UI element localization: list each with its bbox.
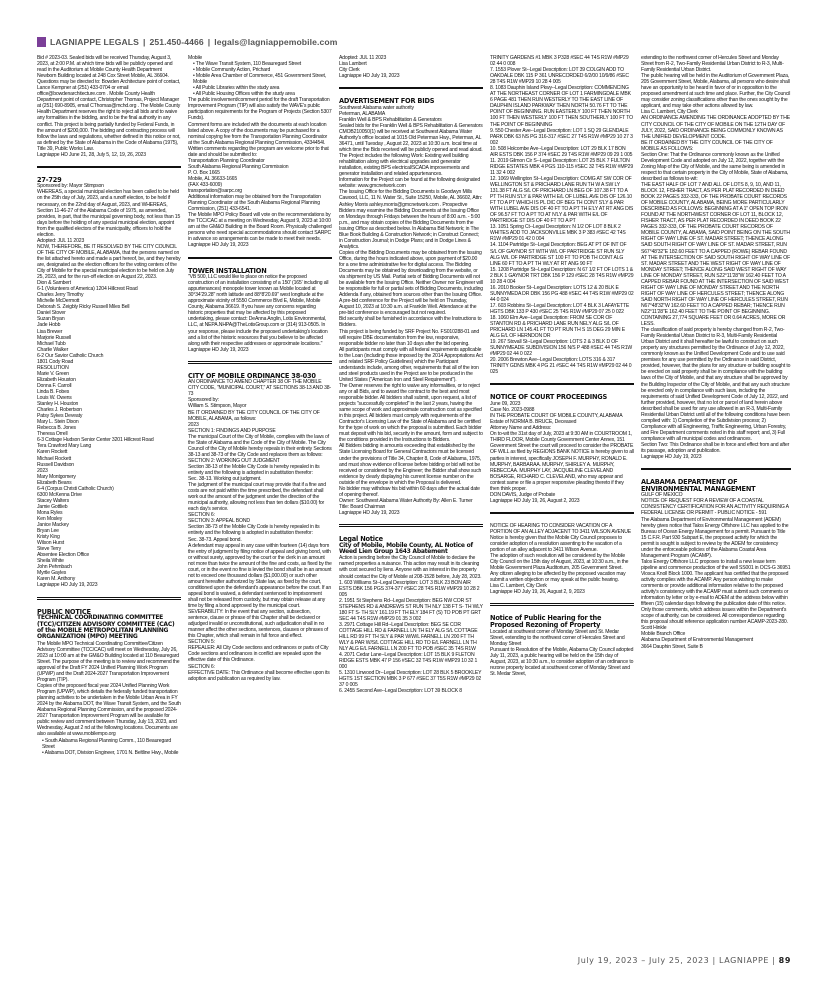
notice-subtitle: TECHNICAL COORDINATING COMMITTEE (TCC)/CITIZEN ADVISORY COMMITTEE (CAC) of the MOBILE METROPOLITAN PLANNING ORGANIZATION (MPO) MEETING <box>37 614 175 641</box>
notice-paragraph: Comment forms are included with the documents at each location listed above. A copy of the documents may be purchased for a nominal copying fee from the Transportation Planning Coordinator at the South Alabama Regional Planning Commission, 4334454l. Written comments regarding the program are welcome prior to that date and should be submitted to: <box>188 121 329 158</box>
notice-title: Notice of Public Hearing for the Proposed Rezoning of Property <box>490 614 602 630</box>
notice-paragraph: TRINITY GARDENS #1 MBK 3 P328 #SEC 44 T4S R1W #MP29 02 44 0 008 <box>490 55 629 68</box>
notice-paragraph: Bid security shall be furnished in accordance with the Instructions to Bidders. <box>339 316 482 329</box>
legal-notice <box>339 536 483 694</box>
notice-paragraph: 2023 <box>37 467 48 474</box>
notice-paragraph: Any citizen alleging to be affected by the proposed vacation may submit a written objection or may speak at the public hearing. <box>490 571 626 584</box>
notice-paragraph: Russell Davidson <box>37 461 74 468</box>
publication-name: LAGNIAPPE <box>718 956 770 965</box>
notice-paragraph: Mobile Branch Office <box>641 631 686 638</box>
legal-notice <box>37 177 181 589</box>
notice-paragraph: Marie V. Green <box>37 370 69 377</box>
notice-paragraph: EFFECTIVE DATE: This Ordinance shall become effective upon its adoption and publication as required by law. <box>188 669 330 682</box>
notice-paragraph: Scott Hinkle <box>641 625 667 632</box>
notice-paragraph: Tera Crawford Mary Lang <box>37 443 92 450</box>
notice-paragraph: Bryan Lee <box>37 528 59 535</box>
notice-paragraph: Jade Hobb <box>37 322 61 329</box>
notice-paragraph: Sponsored by: <box>188 397 219 404</box>
page-footer <box>578 956 791 965</box>
notice-paragraph: Stacey Walters <box>37 497 69 504</box>
notice-paragraph: Sponsored by: Mayor Stimpson <box>37 183 104 190</box>
notice-paragraph: Michael Rockett <box>37 455 71 462</box>
notice-paragraph: Peterman, ALABAMA <box>339 110 386 117</box>
notice-title: Legal Notice <box>339 534 383 543</box>
notice-paragraph: 2023 <box>188 421 199 428</box>
notice-paragraph: 7. 1553 Plover St--Legal Description: LOT 39 COLGIN ADD TO OAKDALE DBK 115 P 361 UNRECORDED 6/2/00 10/9/86 #SEC 28 T4S R1W #MP29 10 28 4 005 <box>490 67 629 86</box>
notice-paragraph: Action is pending before the City Council of Mobile to declare the named properties a nuisance. This action may result in its cleaning with cost secured by liens. Anyone with an interest in the property should contact the City of Mobile at 208-1528 before, July 28, 2023. <box>339 555 482 580</box>
notice-paragraph: Stanley H. Houston <box>37 401 79 408</box>
notice-paragraph: Sheila White <box>37 558 64 565</box>
legal-notice-columns <box>37 55 792 948</box>
legal-notice <box>188 268 332 353</box>
notice-paragraph: • Mobile Community Action, Prichard <box>193 67 271 74</box>
notice-paragraph: This project is being funded by SRF Project No. FS010288-01 and will require DBE documentation from the low, responsive, responsible bidder no later than 10 days after the bid opening. <box>339 328 480 347</box>
legal-notice <box>490 615 634 677</box>
notice-paragraph: All participants must comply with all federal requirements applicable to the Loan (including those imposed by the 2014 Appropriations Act and related SRF Policy Guidelines) which the Participant understands include, among other, requirements that all of the iron and steel products used in the Project are to be produced in the United States ("American Iron and Steel Requirement"). <box>339 346 483 383</box>
notice-paragraph: 3664 Dauphin Street, Suite B <box>641 643 703 650</box>
notice-title: CITY OF MOBILE ORDINANCE 38-030 <box>188 371 316 380</box>
notice-paragraph: South Alabama Regional Planning Commission <box>188 163 289 170</box>
notice-paragraph: Lisa C. Lambert, City Clerk <box>490 583 547 590</box>
notice-paragraph: Karen M. Anthony <box>37 576 76 583</box>
notice-paragraph: Wilson Hurst <box>37 540 65 547</box>
notice-paragraph: 12. 1069 Wellington St--Legal Description: COMG AT SW COR OF WELLINGTON ST & PRICHARD LANE RUN TH W A SW LY 131.38 FT ALG S/L OF PRICHARD LN BEG OF 107.38 FT TO A PT TH RUN S'LY & PAR WITH E/L OF LUBEL AVE DIS OF 126.10 FT TO A PT WHICH IS PL DIC OF BEG TH CONT S'LY & PAR WITH LUBEL AVE DIS OF 40 FT TO A PT TH E'LY AT RT ANG DIS OF 96.57 FT TO A PT TO AT N'LY & PAR WITH E/L OF PARTRIDGE ST DIS OF 40 FT TO A PT <box>490 175 634 225</box>
notice-paragraph: Mary Montgomery <box>37 473 76 480</box>
notice-paragraph: SECTION 2: WORKING OUT JUDGMENT <box>188 457 280 464</box>
notice-paragraph: Lagniappe HD July 19, 26, August 2, 9, 2023 <box>490 589 585 596</box>
notice-paragraph: The public involvement/comment period for the draft Transportation Improvement Program (TIP) will also satisfy the WAVE's public participation requirements for the Program of Projects (Section 5307 Funds). <box>188 97 332 122</box>
notice-paragraph: 5. 1310 Linwood Dr--Legal Description: LOT 28 BLK 5 BROOKLEY HGTS 1ST SECTION MBK 3 P 677 #SEC 37 T5S R1W #MP29 02 37 0 005 <box>339 670 482 689</box>
notice-paragraph: Title: Board Chairman <box>339 503 386 510</box>
notice-paragraph: William S. Stimpson, Mayor <box>188 403 247 410</box>
column-5 <box>641 55 791 948</box>
notice-paragraph: BE IT ORDAINED BY THE CITY COUNCIL OF THE CITY OF MOBILE, ALABAMA, as follows: <box>188 409 320 422</box>
notice-paragraph: IN THE PROBATE COURT OF MOBILE COUNTY, ALABAMA <box>490 413 623 420</box>
notice-paragraph: On to-wit the 31st day of July, 2023 at 9:30 AM in COURTROOM 1, THIRD FLOOR, Mobile County Government Center Annex, 151 Government Street the court will proceed to consider the PROBATE OF WILL as filed by REGIONS BANK NOTICE is hereby given to all parties in interest, specifically JOSEPH F. MURPHY, RONALD E. MURPHY, BARBARAA. MURPHY, SHIRLEY A. MURPHY, REBECCAA. MURPHY LAY, JACQUELINE CLEVELAND BOSARGE, RICHARD C. CLEVELAND, who may appear and contest same or file a proper responsive pleading thereto if they then think proper. <box>490 431 634 492</box>
notice-paragraph: 6-2 Our Savior Catholic Church <box>37 352 104 359</box>
notice-paragraph: 6. 2455 Second Ave--Legal Description: LOT 39 BLOCK 8 <box>339 688 462 695</box>
column-2 <box>188 55 332 948</box>
notice-paragraph: Sec. 38-13. Working out judgment. <box>188 476 262 483</box>
notice-paragraph: Section 38-73 of the Mobile City Code is hereby repealed in its entirety and the following is adopted in substitution therefor: <box>188 524 320 537</box>
notice-paragraph: WHEREAS, a special municipal election has been called to be held on the 25th day of July, 2023, and a runoff election, to be held if necessary, on the 22nd day of August, 2023, and WHEREAS, Section 11-46-27 of the Alabama Code of 1975, as amended, provides, in part, that the municipal governing body, not less than 15 days before the holding of any special municipal election, appoint from the qualified electors of the municipality, officers to hold the election. <box>37 189 181 238</box>
notice-paragraph: RESOLUTION <box>37 364 69 371</box>
notice-divider <box>490 383 634 385</box>
notice-paragraph: 6300 McKenna Drive <box>37 491 82 498</box>
notice-paragraph: Lagniappe HD July 19, 2023 <box>188 242 249 249</box>
column-1 <box>37 55 181 948</box>
notice-paragraph: Adopted: JUL 11 2023 <box>37 237 85 244</box>
legal-notice <box>37 55 181 158</box>
notice-paragraph: Deborah S. Zeigbly Ricky Russell Miles Bell <box>37 304 130 311</box>
notice-paragraph: • The Wave Transit System, 110 Beauregard Street <box>193 61 302 68</box>
notice-paragraph: Charles Jerry Timothy <box>37 292 84 299</box>
notice-paragraph: Alabama Department of Environmental Management <box>641 637 754 644</box>
notice-paragraph: Donna F. Carroll <box>37 382 72 389</box>
notice-paragraph: 3. 2971 Cottage Hill Rd--Legal Description: BEG SE COR COTTAGE HILL RD & FARNELL LN TH ELY ALG S/L COTTAGE HILL RD 99 FT TH SLY & PAR W/W/L FARNELL LN 200 FT TH WLY & PAR W/S/L COTTAGE HILL RD TO E/L FARNELL LN TH NLY ALG E/L FARNELL LN 200 FT TO POB #SEC 35 T4S R1W <box>339 621 478 653</box>
notice-paragraph: 6-1 (Volunteers of America) 1204 Hillcrest Road <box>37 286 138 293</box>
notice-paragraph: John Pehmbach <box>37 564 72 571</box>
notice-paragraph: Myrtle Gayles <box>37 570 67 577</box>
notice-paragraph: SEVERABILITY: In the event that any section, subsection, sentence, clause or phrase of this Chapter shall be declared or adjudged invalid or unconstitutional, such adjudication shall in no manner affect the other sections, sentences, clauses or phrases of this Chapter, which shall remain in full force and effect. <box>188 609 329 640</box>
notice-title: 27-729 <box>37 175 62 184</box>
legal-notice <box>188 55 332 249</box>
notice-paragraph: "VB 500, LLC would like to place on notice the proposed construction of an installation consisting of a 150' (165' including all appurtenances) monopole tower known as Mobile located at 30°34'29.28" north latitude and 88°8'20.69" west longitude at the approximate vicinity of 5550 Commerce Blvd E, Mobile, Mobile County, Alabama 36619. If you have any concerns regarding historic properties that may be affected by this proposed undertaking, please contact: DeAnna Anglin, Lotis Environmental, LLC, at NEPA.NHPA@TheLotisGroup.com or (314) 913-0505. In your response, please include the proposed undertaking's location and a list of the historic resources that you believe to be affected along with their respective addresses or approximate locations." <box>188 274 329 347</box>
notice-paragraph: 13. 1051 Spring Ct--Legal Description: N 1/2 OF LOT 8 BLK 2 WHITES ADD TO JACKSONVILLE MBK 3 P 383 #SEC 42 T4S R1W #MP29 01 42 0 004 <box>490 224 626 243</box>
notice-paragraph: The classification of said property is hereby changed from R-2, Two-Family Residential Urban District to R-3, Multi-Family Residential Urban District and it shall hereafter be lawful to construct on such property any structures permitted by the Ordinance of July 12, 2022, commonly known as the Unified Development Code and to use said premises for any use permitted by the Ordinance in said District, provided, however, that the plans for any structure or building sought to be erected on said property shall be in compliance with the building laws of the City of Mobile, and that any structure shall be approved by the Building Inspector of the City of Mobile, and that any such structure be erected only in compliance with such laws, including the requirements of said Unified Development Code of July 12, 2022, and further provided, however, that no lot or parcel of land herein above described shall be used for any use allowed in an R-3, Multi-Family Residential Urban District until all of the following conditions have been complied with: 1) Completion of the Subdivision process; 2) Compliance with all Engineering, Traffic Engineering, Urban Forestry, and Fire Department comments noted in this staff report; and, 3) Full compliance with all municipal codes and ordinances. <box>641 327 791 442</box>
notice-paragraph: Southwest Alabama water authority <box>339 104 414 111</box>
notice-paragraph: THE EAST HALF OF LOT 7 AND ALL OF LOTS 8, 9, 10, AND 11, BLOCK 12, FISHER TRACT, AS PER PLAT RECORDED IN DEED BOOK 22 PAGES 332-333, OF THE PROBATE COURT RECORDS OF MOBILE COUNTY, ALABAMA, BEING MORE PARTICULARLY DESCRIBED AS FOLLOWS: BEGINNING AT A 1" OPEN TOP IRON FOUND AT THE NORTHWEST CORNER OF LOT 11, BLOCK 12, FISHER TRACT, AS PER PLAT RECORDED IN DEED BOOK 22 PAGES 332-333, OF THE PROBATE COURT RECORDS OF MOBILE COUNTY, ALABAMA, SAID POINT BEING ON THE SOUTH RIGHT OF WAY LINE OF ST. MADAR STREET; THENCE ALONG SAID SOUTH RIGHT OF WAY LINE OF ST. MADAR STREET, RUN S67°48'32"E 182.60 FEET TO A CAPPED (ROWE) REBAR FOUND AT THE INTERSECTION OF SAID SOUTH RIGHT OF WAY LINE OF ST. MADAR STREET AND THE WEST RIGHT OF WAY LINE OF MONDAY STREET; THENCE ALONG SAID WEST RIGHT OF WAY LINE OF MONDAY STREET, RUN S22°11'28"W 162.40 FEET TO A CAPPED REBAR FOUND AT THE INTERSECTION OF SAID WEST RIGHT OF WAY LINE OF MONDAY STREET AND THE NORTH RIGHT OF WAY LINE OF HERCULES STREET; THENCE ALONG SAID NORTH RIGHT OF WAY LINE OF HERCULES STREET, RUN N67°48'32"W 162.60 FEET TO A CAPPED REBAR; THENCE RUN N22°11'28"E 162.40 FEET TO THE POINT OF BEGINNING. CONTAINING 27,774 SQUARE FEET OR 0.64 ACRES, MORE OR LESS. <box>641 181 791 328</box>
notice-paragraph: GULF OF MEXICO <box>641 492 683 499</box>
notice-paragraph: AN ORDINANCE AMENDING THE ORDINANCE ADOPTED BY THE CITY COUNCIL OF THE CITY OF MOBILE ON THE 12TH DAY OF JULY, 2022, SAID ORDINANCE BEING COMMONLY KNOWN AS THE UNIFIED DEVELOPMENT CODE. <box>641 115 791 140</box>
notice-paragraph: Elizabeth Beans <box>37 479 72 486</box>
notice-paragraph: SECTION 5: <box>188 639 215 646</box>
header-email[interactable]: legals@lagniappemobile.com <box>214 37 338 47</box>
notice-title: ADVERTISEMENT FOR BIDS <box>339 97 435 106</box>
notice-paragraph: BE IT ORDAINED BY THE CITY COUNCIL OF THE CITY OF MOBILE AS FOLLOWS: <box>641 139 773 152</box>
notice-divider <box>490 512 634 514</box>
brand-square-icon <box>37 37 46 47</box>
notice-paragraph: Karen Rockett <box>37 449 68 456</box>
notice-paragraph: Pursuant to Resolution of the Mobile, Alabama City Council adopted July 11, 2023, a public hearing will be held on the 15th day of August, 2023, at 10:30 a.m., to consider adoption of an ordinance to rezone property located at southwest corner of Monday Street and St. Medar Street, <box>490 646 634 677</box>
notice-paragraph: 4. 2071 Cedar Lane--Legal Description: LOT 15 BLK 9 FLETON RIDGE ESTS MBK 47 P 156 #SEC 32 T4S R1W #MP29 10 32 1 000 <box>339 652 478 671</box>
notice-divider <box>188 257 332 259</box>
notice-paragraph: The Issuing Office for the Bidding Documents is Goodwyn Mills Cawood, LLC, 11 N. Water St., Suite 15250, Mobile, AL 36602, Attn: Ashley Morris ashley.morris@gmcnetwork.com . Prospective Bidders may examine the Bidding Documents at the Issuing Office on Mondays through Fridays between the hours of 8:00 a.m. - 5:00 p.m., and may obtain copies of the Bidding Documents from the Issuing Office as described below. In Alabama Bid Network; in The Blue Book Building & Construction Network; in Construct Connect; in Construction Journal; in Dodge Plans; and in Dodge Lines & Analytics. <box>339 189 483 250</box>
notice-paragraph: Section Two: This Ordinance shall be in force and effect from and after its passage, adoption and publication. <box>641 442 790 455</box>
notice-paragraph: transportation@sarpc.org <box>188 188 242 195</box>
notice-paragraph: The municipal Court of the City of Mobile, complies with the laws of the State of Alabama and the Code of the City of Mobile. The City Council of the City of Mobile hereby repeals in their entirety Sections 38-13 and 38-73 of the City Code and replaces them as follows: <box>188 433 332 458</box>
notice-paragraph: Absentee Election Office <box>37 552 90 559</box>
notice-title: ALABAMA DEPARTMENT OF ENVIRONMENTAL MANAGEMENT <box>641 478 756 493</box>
notice-paragraph: 6-3 Cottage Hudson Senior Center 3201 Hillcrest Road <box>37 437 154 444</box>
notice-paragraph: 16. 2010 Booker St--Legal Description: LOTS 12 & 20 BLK E SUNNYMEDA DR DBK 156 PG 488 #SEC 44 T4S R1W #MP29 02 44 0 024 <box>490 284 634 303</box>
notice-paragraph: 2. 1951 St Stephens Rd--Legal Description: BEG NW COR ST STEPHENS RD & ANDREWS ST RUN TH NLY 138 FT S- TH WLY 180 FT S- TH SLY 161.19 FT TH ELY 184 FT (S) TO POB PT GRT SEC 44 T4S R1W #MP29 01 35 3 002 <box>339 597 483 622</box>
notice-paragraph: Louis W. Owens <box>37 395 72 402</box>
legal-notice <box>490 55 634 375</box>
notice-paragraph: 15. 1208 Partridge St--Legal Description: N 67 1/2 FT OF LOTS 1 & 2 BLK 1 GAYNOR TRT DBK 156 P 129 #SEC 28 T4S R1W #MP29 10 28 4 004 <box>490 266 634 285</box>
notice-paragraph: Information for the Project can be found at the following designated website: www.gmcnetwork.com <box>339 177 481 190</box>
notice-paragraph: (FAX 433-6009) <box>188 181 222 188</box>
notice-paragraph: SECTION 6: <box>188 663 215 670</box>
page-number: 89 <box>778 956 791 965</box>
notice-paragraph: Charles J. Robertson <box>37 407 82 414</box>
notice-paragraph: Lisa Lambert <box>339 61 367 68</box>
notice-paragraph: • All Public Housing Offices within the study area <box>193 91 295 98</box>
notice-paragraph: Mary L. Stein Dixon <box>37 419 79 426</box>
notice-paragraph: Owner: Southwest Alabama Water Authority By: Allen E. Turner <box>339 497 473 504</box>
notice-paragraph: Sealed bids for the Franklin Well & BPS Rehabilitation & Generators CMOB210050(1) will be received at Southwest Alabama Water Authority's office located at 1015 Old Peterman Hwy., Peterman, AL 36471, until Tuesday , August 22, 2023 at 10:30 a.m. local time at which time the Bids received will be publicly opened and read aloud. The Project includes the following Work: Existing well building rehabilitation along with electrical upgrades and generator installation, existing BPS electrical/SCADA improvements and generator installation and related appurtenances. <box>339 122 483 178</box>
legal-notice <box>339 55 483 79</box>
section-header <box>37 36 337 48</box>
notice-paragraph: Ken Mosley <box>37 515 63 522</box>
notice-paragraph: Additional information may be obtained from the Transportation Planning Coordinator at the South Alabama Regional Planning Commission, (251) 433-6541. <box>188 194 321 213</box>
notice-divider <box>339 524 483 527</box>
notice-paragraph: Attorney Name and Address: <box>490 425 552 432</box>
header-title: LAGNIAPPE LEGALS <box>50 37 139 47</box>
notice-paragraph: Section 38-13 of the Mobile City Code is hereby repealed in its entirety and the following is adopted in substitution therefor: <box>188 463 320 476</box>
notice-paragraph: Talos Energy Offshore LLC proposes to install a new lease term pipeline and commence production of the well SS001 in OCS-G 36951 Viosca Knoll Block 1000. The applicant has certified that the proposed activity complies with the ACAMP. Any person wishing to make comments or provide additional information relative to the proposed activity's consistency with the ACAMP must submit such comments or information by letter or by e-mail to ADEM at the address below within fifteen (15) calendar days following the publication date of this notice. Only those comments, which address issues within the Department's scope of authority, can be considered. All correspondence regarding this proposal should reference application number ACAMP-2023-280. <box>641 558 791 626</box>
notice-paragraph: Linda B. Fobes <box>37 388 70 395</box>
notice-paragraph: The public hearing will be held in the Auditorium of Government Plaza, 205 Government Street, Mobile, Alabama, all persons who desire shall have an opportunity to be heard in favor of or in opposition to the proposed amendment at such time and place. Further, the City Council may consider zoning classifications other than the ones sought by the applicant, and may take other actions allowed by law. <box>641 73 791 110</box>
issue-dates: July 19, 2023 – July 25, 2023 <box>577 956 710 965</box>
notice-paragraph: Mona Ryles <box>37 509 63 516</box>
notice-title: TOWER INSTALLATION <box>188 266 267 275</box>
notice-paragraph: NOW, THEREFORE, BE IT RESOLVED BY THE CITY COUNCIL OF THE CITY OF MOBILE, ALABAMA, that the persons named on the list attached hereto and made a part hereof, be, and they hereby are, designated as the election officers for the voting centers of the City of Mobile for the special municipal election to be held on July 25, 2023, and for the run-off election on August 22, 2023. <box>37 243 181 281</box>
notice-paragraph: Kristy King <box>37 534 60 541</box>
notice-divider <box>490 603 634 606</box>
notice-paragraph: June 09, 2023 <box>490 401 521 408</box>
column-3 <box>339 55 483 948</box>
notice-paragraph: Lisa C. Lambert, City Clerk <box>641 109 698 116</box>
notice-paragraph: AN ORDINANCE TO AMEND CHAPTER 38 OF THE MOBILE CITY CODE, "MUNICIPAL COURT," AT SECTIONS 38-13 AND 38-73 <box>188 379 332 398</box>
notice-paragraph: 17. 603 Robbins St--Legal Description: LOT 4 BLK 3 LAFAYETTE HGTS DBK 133 P 430 #SEC 25 T4S R1W #MP29 07 25 0 022 <box>490 302 630 315</box>
footer-separator: | <box>772 956 776 965</box>
notice-paragraph: 9. 550 Chester Ave--Legal Description: LOT 1 SQ 29 GLENDALE PARK DBK 63 NS PG 316-317 #SEC 27 T4S R1W #MP29 10 27 3 002 <box>490 127 633 146</box>
notice-paragraph: • South Alabama Regional Planning Comm., 110 Beauregard Street <box>42 737 172 750</box>
notice-paragraph: • Alabama DOT, Division Engineer, 1701 N. Beltline Hwy., Mobile <box>42 749 179 756</box>
notice-paragraph: Notice is hereby given that the Mobile City Council proposes to consider adoption of a resolution assenting to the vacation of a portion of an alley adjacent to 3411 Wilson Avenue. <box>490 534 623 554</box>
notice-paragraph: Rebecca B. Jones <box>37 425 76 432</box>
notice-paragraph: Copies of the Bidding Documents may be obtained from the Issuing Office, during the hours indicated above, upon payment of $20.00 for a one time administrative fee for digital access. The Bidding Documents may be obtained by downloading from the website, or via shipment by US Mail. Partial sets of Bidding Documents will not be available from the Issuing Office. Neither Owner nor Engineer will be responsible for full or partial sets of Bidding Documents, including Addenda if any, obtained from sources other than the Issuing Office. <box>339 249 483 299</box>
notice-paragraph: Bid # 2023-03. Sealed bids will be received Thursday, August 3, 2023, at 2:00 P.M. at which time bids will be publicly opened and read in the Auditorium at Mobile County Health Department Newborn Building located at 248 Cox Street Mobile, AL 36604. <box>37 55 173 80</box>
notice-paragraph: Questions may be directed to: Bowden Architecture point of contact, Lance Kempner at (251) 433-0704 or email office@bowdenarchitecture.com . Mobile County Health Department point of contact, Christopher Thomas, Project Manager at (251) 690-8905, email CThomas@mchd.org . The Mobile County Health Department reserves the right to reject all bids and to waive any formalities in the bidding, and to be the final authority in any conflict. This project is being partially funded by Federal Funds, in the amount of $200,000. The bidding and contracting process will follow the laws and regulations, whether defined in this notice or not, as defined by the State of Alabama in the Code of Alabama (1975), Title 39, Public Works Law. <box>37 79 181 152</box>
notice-paragraph: Transportation Planning Coordinator <box>188 157 265 164</box>
notice-paragraph: The Owner reserves the right to waive any informalities, or to reject any or all Bids, and to award the contract to the best and most responsible bidder. All bidders shall submit, upon request, a list of projects "successfully completed" in the last 2 years, having the same scope of work and approximate construction cost as specified in this project. All bidders must comply with requirements of the Contractor's Licensing Law of the State of Alabama and be certified for the type of work on which the proposal is submitted. Each bidder must deposit with his bid, security in the amount, form and subject to the conditions provided in the Instructions to Bidders. <box>339 382 483 444</box>
notice-paragraph: Estate of NORMA B. BRUCE, Deceased <box>490 419 577 426</box>
notice-paragraph: The Mobile MPO Technical Coordinating Committee/Citizen Advisory Committee (TCC/CAC) will meet on Wednesday, July 26, 2023 at 10:00 am at the GM&O Building located at 110 Beauregard Street. The purpose of the meeting is to review and recommend the approval of the Draft FY 2024 Unified Planning Work Program (UPWP) and the Draft 2024-2027 Transportation Improvement Program (TIP). <box>37 640 180 684</box>
notice-paragraph: Janice Mackey <box>37 522 69 529</box>
notice-paragraph: Lagniappe HD June 21, 28, July 5, 12, 19, 26, 2023 <box>37 151 146 158</box>
notice-paragraph: Adopted: JUL 11 2023 <box>339 55 387 61</box>
notice-paragraph: Section One: That the Ordinance commonly known as the Unified Development Code and adopted on July 12, 2022, together with the Zoning Map of the City of Mobile, and the same being is amended in respect to that certain property in the City of Mobile, State of Alabama, described as follows to-wit: <box>641 151 789 182</box>
notice-paragraph: Michelle McDermott <box>37 298 80 305</box>
notice-paragraph: Jamie Gottlieb <box>37 503 68 510</box>
notice-paragraph: Theresa Orrell <box>37 431 68 438</box>
notice-title: PUBLIC NOTICE <box>37 607 91 616</box>
notice-paragraph: Elizabeth Houston <box>37 376 76 383</box>
legal-notice <box>641 479 791 649</box>
notice-paragraph: Lagniappe HD July 19, 2023 <box>188 346 249 353</box>
notice-paragraph: No bidder may withdraw his bid within 60 days after the actual date of opening thereof. <box>339 485 480 498</box>
notice-paragraph: A defendant may appeal in any case within fourteen (14) days from the entry of judgment by filing notice of appeal and giving bond, with or without surety, approved by the court or the clerk in an amount not more than twice the amount of the fine and costs, as fixed by the court, or in the event no fine is levied the bond shall be in an amount not to exceed one thousand dollars ($1,000.00) or such other amount hereafter authorized by State law, as fixed by the court, conditioned upon the defendant's appearance before the court. If an appeal bond is waived, a defendant sentenced to imprisonment shall not be released from custody, but may obtain release at any time by filing a bond approved by the municipal court. <box>188 542 332 610</box>
notice-paragraph: Marjorie Russell <box>37 334 72 341</box>
legal-notice <box>490 394 634 503</box>
legal-notice <box>641 55 791 460</box>
notice-subtitle: City of Mobile, Mobile County, AL Notice of Weed Lien Group 1643 Abatement <box>339 541 473 555</box>
notice-paragraph: Lagniappe HD July 19, 2023 <box>37 582 98 589</box>
notice-paragraph: 18. 1060 Elm Ave--Legal Description: FROM SE COR OF STANTON RD & PRICHARD LANE RUN NELY ALG S/L OF PRICHARD LN 145.41 FT TO PT RUN TH S 15 DEG 29 MIN E ALG E/L OF HERNDON DR <box>490 315 625 340</box>
notice-paragraph: NOTICE OF REQUEST FOR A REVIEW OF A COASTAL CONSISTENCY CERTIFICATION FOR AN ACTIVITY REQUIRING A FEDERAL LICENSE OR PERMIT - PUBLIC NOTICE - 591 <box>641 498 789 517</box>
notice-paragraph: A pre-bid conference for the Project will be held on Thursday, August 10, 2023 at 10:30 a.m. at Franklin Well. Attendance at the pre-bid conference is encouraged but not required. <box>339 298 477 317</box>
notice-divider <box>339 87 483 89</box>
notice-paragraph: Mobile <box>188 55 203 61</box>
notice-paragraph: DON DAVIS, Judge of Probate <box>490 491 556 498</box>
notice-paragraph: The adoption of such resolution will be considered by the Mobile City Council on the 15th day of August, 2023, at 10:30 a.m., in the Mobile Government Plaza Auditorium, 205 Government Street. <box>490 553 629 572</box>
notice-paragraph: 1801 Cody Road <box>37 358 74 365</box>
notice-paragraph: SECTION 1: FINDINGS AND PURPOSE <box>188 427 276 434</box>
notice-paragraph: • Mobile Area Chamber of Commerce, 451 Government Street, Mobile <box>193 73 327 86</box>
notice-paragraph: Suzan Bryan <box>37 316 65 323</box>
notice-paragraph: Daniel Stover <box>37 310 66 317</box>
notice-paragraph: Copies of the proposed fiscal year 2024 Unified Planning Work Program (UPWP), which details the federally funded transportation planning activities to be undertaken in the Mobile Urban Area in FY 2024 by the Alabama DOT, the Wave Transit System, and the South Alabama Regional Planning Commission, and the proposed 2024-2027 Transportation Improvement Program will be available for public review and comment between Thursday, July 13, 2023, and Wednesday, August 2 nd at the following locations. Documents are also available at www.mobilempo.org <box>37 683 181 738</box>
notice-paragraph: extending to the northwest corner of Hercules Street and Monday Street from R-2, Two-Family Residential Urban District to R-3, Multi-Family Residential Urban District. <box>641 55 784 74</box>
notice-divider <box>188 361 332 364</box>
notice-paragraph: Lagniappe HD July 19, 2023 <box>339 509 400 516</box>
footer-separator: | <box>712 956 716 965</box>
notice-paragraph: Charlie Walker <box>37 346 69 353</box>
notice-paragraph: REPEALER: All City Code sections and ordinances or parts of City Code sections and ordinances in conflict are repealed upon the effective date of this Ordinance. <box>188 645 329 664</box>
legal-notice <box>339 98 483 516</box>
notice-paragraph: • All Public Libraries within the study area <box>193 85 280 92</box>
notice-paragraph: Lagniappe HD July 19, 2023 <box>641 454 702 461</box>
notice-title: NOTICE OF COURT PROCEEDINGS <box>490 393 608 402</box>
notice-paragraph: 10. 508 Holcombe Ave--Legal Description: LOT 29 BLK 17 BON AIR ESTS DBK 156 P 374 #SEC 29 T4S R1W #MP29 09 29 1 005 <box>490 145 633 158</box>
notice-paragraph: 19. 267 Stovall St--Legal Description: LOTS 2 & 3 BLK D OF SUNNYMEADE SUBDIVISION 156 N/S P 488 #SEC 44 T4S R1W #MP29 02 44 0 022 <box>490 339 633 358</box>
header-phone: 251.450-4466 <box>149 37 204 47</box>
notice-paragraph: Patsy Sykes Deveaty <box>37 413 83 420</box>
legal-notice <box>188 373 332 682</box>
notice-paragraph: Dion & Sambert <box>37 280 71 287</box>
notice-paragraph: Lagniappe HD July 19, 2023 <box>339 73 400 80</box>
notice-paragraph: City Clerk <box>339 67 360 74</box>
notice-paragraph: Case No. 2023-0988 <box>490 407 535 414</box>
notice-paragraph: Located at southwest corner of Monday Street and St. Medar Street, extending to the northwest corner of Hercules Street and Monday Street <box>490 628 625 647</box>
notice-paragraph: All Bidders bidding in amounts exceeding that established by the State Licensing Board for General Contractors must be licensed under the provisions of Title 34, Chapter 8, Code of Alabama, 1975, and must show evidence of license before bidding or bid will not be received or considered by the Engineer; the Bidder shall show such evidence by clearly displaying his current license number on the outside of the envelope in which the Proposal is delivered. <box>339 443 482 486</box>
notice-paragraph: Franklin Well & BPS Rehabilitation & Generators <box>339 116 442 123</box>
notice-paragraph: 14. 1104 Partridge St--Legal Description: BEG AT PT OF INT OF S/L OF GAYNOR ST WITH W/L OF PARTRIDGE ST RUN SLY ALG W/L OF PARTRIDGE ST 100 FT TO POB TH CONT ALG LINE 60 FT TO A PT TH WLY AT RT ANG 90 FT <box>490 242 627 267</box>
notice-paragraph: 1. 603 Williams St--Legal Description: LOT 3 BLK 23 BON AIR ESTS DBK 156 PGS 374-377 #SEC 28 T4S R1W #MP29 10 28 2 005 <box>339 579 480 598</box>
notice-paragraph: 11. 2019 Gilmon Cir S--Legal Description: LOT 25 BLK 7 FULTON RIDGE ESTATES MBK 4 PGS 110-115 #SEC 32 T4S R1W #MP29 11 32 4 002 <box>490 157 634 176</box>
legal-notice <box>490 523 634 596</box>
notice-paragraph: Michael Tubb <box>37 340 66 347</box>
notice-paragraph: Lisa Brewer <box>37 328 63 335</box>
notice-paragraph: The Mobile MPO Policy Board will vote on the recommendations by the TCC/CAC at a meeting on Wednesday, August 9, 2023 at 10:00 am at the GM&O Building in the Board Room. Physically challenged persons who need special accommodations should contact SARPC in advance so arrangements can be made to meet their needs. <box>188 212 332 243</box>
notice-paragraph: The judgment of the municipal court may provide that if a fine and costs are not paid within the time prescribed, the defendant shall work out the amount of the judgment under the direction of the municipal authority, allowing not less than ten dollars ($10.00) for each day's service. <box>188 482 326 513</box>
notice-divider <box>641 468 791 470</box>
notice-paragraph: Sec. 38-73. Appeal bond. <box>188 536 242 543</box>
header-separator: | <box>142 37 146 47</box>
notice-paragraph: The Alabama Department of Environmental Management (ADEM) hereby gives notice that Talos Energy Offshore LLC has applied to the Bureau of Ocean Energy Management for a permit. Pursuant to Title 15 C.F.R. Part 930 Subpart E, the proposed activity for which the permit is sought is subject to review by the ADEM for consistency under the enforceable policies of the Alabama Coastal Area Management Program (ACAMP). <box>641 516 789 559</box>
notice-paragraph: 8. 1083 Dauphin Island Pkwy--Legal Description: COMMENCING AT THE NORTHEAST CORNER OF LOT 1 FARMINGDALE MBK 6 PAGE 481 THEN RUN WESTERLY TO THE EAST LINE OF DAUPHIN ISLAND PARKWAY THEN NORTH 50.76 FT TO THE POINT OF BEGINNING. RUN EASTERLY 100 FT THEN NORTH 100 FT THEN WESTERLY 100 FT THEN SOUTHERLY 100 FT TO THE POINT OF BEGINNING <box>490 85 633 128</box>
notice-paragraph: Lagniappe HD July 19, 26, August 2, 2023 <box>490 497 580 504</box>
notice-divider <box>37 166 181 168</box>
notice-paragraph: Steve Terry <box>37 546 62 553</box>
notice-paragraph: NOTICE OF HEARING TO CONSIDER VACATION OF A PORTION OF AN ALLEY ADJACENT TO 3411 WILSON AVENUE <box>490 522 632 535</box>
column-4 <box>490 55 634 948</box>
header-separator: | <box>207 37 211 47</box>
notice-paragraph: SECTION 6: <box>188 512 215 519</box>
legal-notice <box>37 609 181 756</box>
notice-paragraph: P. O. Box 1665 <box>188 169 220 176</box>
notice-paragraph: Mobile, AL 36633-1665 <box>188 175 238 182</box>
notice-divider <box>37 597 181 600</box>
notice-paragraph: SECTION 3: APPEAL BOND <box>188 518 250 525</box>
notice-paragraph: 6-4 (Corpus Christi Catholic Church) <box>37 485 114 492</box>
notice-paragraph: 20. 2006 Brewton Ave--Legal Description: LOTS 316 & 317 TRINITY GDNS MBK 4 PG 21 #SEC 44 T4S R1W #MP29 02 44 0 025 <box>490 357 632 376</box>
